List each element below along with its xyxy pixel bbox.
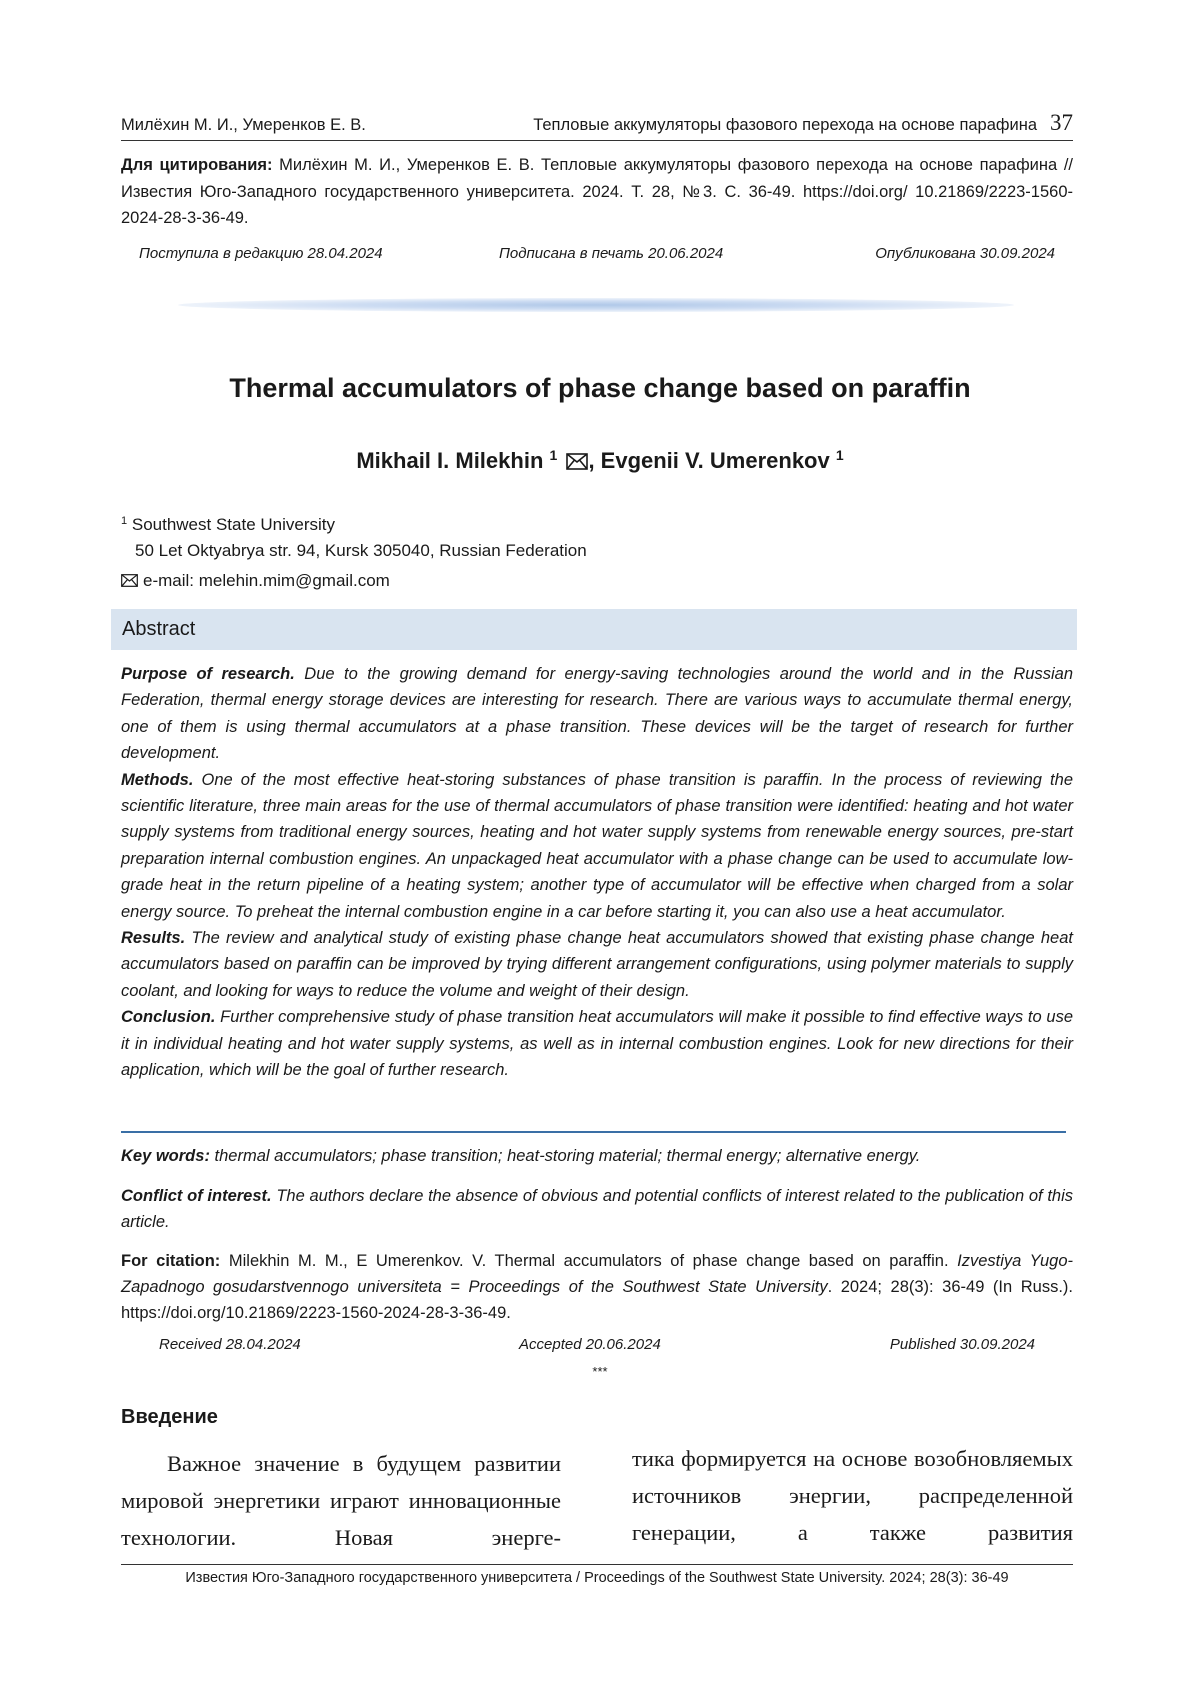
keywords-label: Key words: <box>121 1147 210 1165</box>
abstract-methods <box>121 767 1073 925</box>
running-header <box>121 112 1073 141</box>
email-text: e-mail: melehin.mim@gmail.com <box>143 571 390 590</box>
methods-label: Methods. <box>121 770 194 789</box>
footer-text: Известия Юго-Западного государственного университета / Proceedings of the Southwest State University. 2024; 28(3): 36-49 <box>185 1570 1009 1586</box>
running-footer <box>121 1564 1073 1586</box>
envelope-icon <box>121 574 138 587</box>
header-title: Тепловые аккумуляторы фазового перехода на основе парафина <box>533 116 1037 134</box>
dates-ru <box>121 245 1073 265</box>
conclusion-label: Conclusion. <box>121 1008 216 1027</box>
affiliation <box>121 508 587 564</box>
citation-ru-label: Для цитирования: <box>121 156 273 174</box>
author-2-affiliation: 1 <box>835 447 844 463</box>
date-published-ru: Опубликована 30.09.2024 <box>875 245 1055 262</box>
header-authors: Милёхин М. И., Умеренков Е. В. <box>121 116 366 134</box>
author-1: Mikhail I. Milekhin <box>356 448 544 473</box>
keywords-text: thermal accumulators; phase transition; heat-storing material; thermal energy; alternative energy. <box>209 1147 921 1165</box>
citation-ru-text: Милёхин М. И., Умеренков Е. В. Тепловые аккумуляторы фазового перехода на основе парафина // Известия Юго-Западного государственного университета. 2024. Т. 28, №3. С. 36-49. https://doi.org/ 10.21869/2223-1560-2024-28-3-36-49. <box>121 156 1073 227</box>
body-column-left: Важное значение в будущем развитии мировой энергетики играют инновационные технологии. Новая энерге- <box>121 1451 561 1550</box>
abstract-purpose <box>121 661 1073 767</box>
results-text: The review and analytical study of existing phase change heat accumulators showed that existing phase change heat accumulators based on paraffin can be improved by trying different arrangement configurations, using polymer materials to supply coolant, and looking for ways to reduce the volume and weight of their design. <box>121 929 1073 1000</box>
corresponding-email <box>121 571 390 591</box>
methods-text: One of the most effective heat-storing substances of phase transition is paraffin. In the process of reviewing the scientific literature, three main areas for the use of thermal accumulators of phase transition were identified: heating and hot water supply systems from traditional energy sources, heating and hot water supply systems from renewable energy sources, pre-start preparation internal combustion engines. An unpackaged heat accumulator with a phase change can be used to accumulate low-grade heat in the return pipeline of a heating system; another type of accumulator will be effective when charged from a solar energy source. To preheat the internal combustion engine in a car before starting it, you can also use a heat accumulator. <box>121 770 1073 921</box>
date-accepted-en: Accepted 20.06.2024 <box>519 1336 661 1353</box>
abstract-divider <box>121 1131 1066 1133</box>
conflict-label: Conflict of interest. <box>121 1187 272 1205</box>
decorative-divider <box>178 298 1014 312</box>
affiliation-address: 50 Let Oktyabrya str. 94, Kursk 305040, Russian Federation <box>135 541 587 560</box>
section-heading: Введение <box>121 1406 218 1428</box>
affiliation-name: Southwest State University <box>131 515 336 534</box>
citation-ru <box>121 152 1073 232</box>
abstract-body <box>121 661 1073 1084</box>
article-authors <box>0 447 1200 474</box>
conclusion-text: Further comprehensive study of phase transition heat accumulators will make it possible to find effective ways to use it in individual heating and hot water supply systems, as well as in internal combustion engines. Look for new directions for their application, which will be the goal of further research. <box>121 1008 1073 1080</box>
article-title: Thermal accumulators of phase change based on paraffin <box>229 373 971 403</box>
citation-en-label: For citation: <box>121 1252 221 1270</box>
purpose-label: Purpose of research. <box>121 665 295 683</box>
citation-en <box>121 1248 1073 1326</box>
citation-en-journal: Izvestiya Yugo-Zapadnogo gosudarstvennogo universiteta = Proceedings of the Southwest State University <box>121 1252 1074 1296</box>
date-published-en: Published 30.09.2024 <box>889 1336 1035 1353</box>
body-column-right: тика формируется на основе возобновляемых источников энергии, распределенной генерации, а также развития <box>632 1446 1073 1545</box>
envelope-icon <box>566 453 588 470</box>
dates-en <box>121 1336 1073 1356</box>
citation-en-text-post: . 2024; 28(3): 36-49 (In Russ.). https://doi.org/10.21869/2223-1560-2024-28-3-36-49. <box>121 1278 1073 1322</box>
separator-stars: *** <box>592 1364 608 1379</box>
date-accepted-ru: Подписана в печать 20.06.2024 <box>499 245 724 262</box>
results-label: Results. <box>121 929 186 948</box>
abstract-heading: Abstract <box>122 618 196 640</box>
affiliation-number: 1 <box>121 515 128 527</box>
author-1-affiliation: 1 <box>549 447 558 463</box>
conflict-text: The authors declare the absence of obvious and potential conflicts of interest related to the publication of this article. <box>121 1187 1073 1231</box>
conflict-of-interest <box>121 1183 1073 1235</box>
citation-en-text-pre: Milekhin M. M., E Umerenkov. V. Thermal accumulators of phase change based on paraffin. <box>220 1252 958 1270</box>
keywords <box>121 1143 1073 1169</box>
author-2: , Evgenii V. Umerenkov <box>588 448 830 473</box>
abstract-heading-bar <box>111 609 1077 650</box>
purpose-text: Due to the growing demand for energy-saving technologies around the world and in the Russian Federation, thermal energy storage devices are interesting for research. There are various ways to accumulate thermal energy, one of them is using thermal accumulators at a phase transition. These devices will be the target of research for further development. <box>121 665 1073 763</box>
page-number: 37 <box>1050 110 1073 135</box>
abstract-results <box>121 925 1073 1004</box>
date-received-ru: Поступила в редакцию 28.04.2024 <box>139 245 383 262</box>
date-received-en: Received 28.04.2024 <box>159 1336 301 1353</box>
abstract-conclusion <box>121 1004 1073 1083</box>
